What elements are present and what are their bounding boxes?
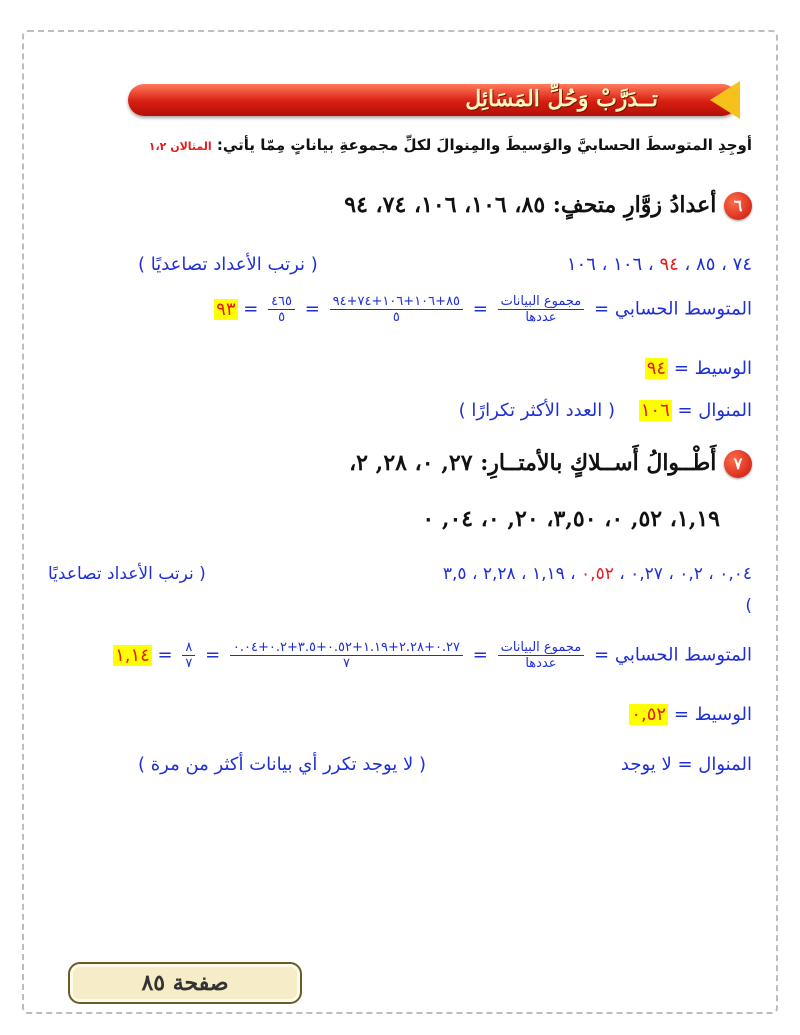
p6-frac-tot-den: ٥ — [278, 310, 286, 325]
p7-sorted-line — [443, 564, 752, 584]
p6-frac-def-num: مجموع البيانات — [498, 294, 585, 310]
problem-7-text-2: ١,١٩، ٥٢, ٠، ٣,٥٠، ٢٠, ٠، ٠٤, ٠ — [422, 506, 720, 532]
page-number-box — [68, 962, 302, 1004]
p7-frac-sum — [230, 640, 463, 671]
p7-mean-line: المتوسط الحسابي = $\frac{\text{مجموع البيانات}}{\text{عددها}}$ = $\frac{٠.٢٧+٢.٢٨+١.١٩+٠.٥٢+٣.٥+٠.٢+٠.٠٤}{٧}$ = $\frac{٨}{٧}$ = ١,١٤ — [115, 640, 752, 671]
p7-sorted-a: ٠,٠٤ ، ٠,٢ ، ٠,٢٧ ، — [613, 564, 752, 584]
p6-sorted-b: ، ١٠٦ ، ١٠٦ — [566, 254, 660, 275]
p6-mode-line — [459, 400, 752, 421]
p6-sorted-mid: ٩٤ — [659, 254, 679, 275]
p7-frac-def — [498, 640, 585, 671]
p6-sorted-note: ( نرتب الأعداد تصاعديًا ) — [138, 254, 318, 275]
p6-median-line — [645, 358, 752, 379]
instruction — [149, 136, 752, 154]
p7-sorted-mid: ٠,٥٢ — [581, 564, 614, 584]
p6-mean-value: ٩٣ — [216, 298, 236, 320]
p6-median-value: ٩٤ — [646, 358, 667, 379]
p7-median-label: الوسيط = — [673, 704, 752, 725]
problem-number-7: ٧ — [724, 450, 752, 478]
problem-7-text-1: أَطْــوالُ أَســلاكٍ بالأمتــارِ: ٢٧, ٠، ٢٨, ٢، — [349, 450, 717, 476]
p6-mode-note: ( العدد الأكثر تكرارًا ) — [458, 400, 615, 421]
p7-median-line — [629, 704, 752, 725]
p6-frac-tot-num: ٤٦٥ — [268, 294, 295, 310]
p6-sorted-line — [567, 254, 752, 275]
problem-6-text: أعدادُ زوَّارِ متحفٍ: ٨٥، ١٠٦، ١٠٦، ٧٤، ٩٤ — [344, 192, 717, 218]
section-banner — [128, 84, 738, 116]
banner-title: تــدَرَّبْ وَحُلِّ المَسَائِل — [465, 86, 658, 112]
p7-mode-note: ( لا يوجد تكرر أي بيانات أكثر من مرة ) — [138, 754, 426, 775]
p6-mean-label: المتوسط الحسابي = — [594, 298, 752, 320]
p7-mean-value: ١,١٤ — [115, 644, 150, 666]
p6-mode-label: المنوال = — [677, 400, 752, 421]
p6-frac-def-den: عددها — [525, 310, 557, 325]
page-number: صفحة ٨٥ — [141, 970, 229, 996]
p7-frac-def-den: عددها — [525, 656, 557, 671]
arrow-icon — [710, 81, 740, 119]
p6-frac-tot — [268, 294, 295, 325]
p6-frac-sum-den: ٥ — [392, 310, 400, 325]
p7-mode-label: المنوال = — [677, 754, 752, 775]
p7-mode-value: لا يوجد — [620, 754, 672, 775]
p7-sorted-note: ( نرتب الأعداد تصاعديًا — [48, 564, 206, 584]
p7-median-value: ٠,٥٢ — [631, 704, 667, 725]
p7-frac-tot-den: ٧ — [185, 656, 193, 671]
p7-frac-def-num: مجموع البيانات — [498, 640, 585, 656]
instruction-ref: المثالان ١،٢ — [148, 140, 212, 153]
problem-6-title — [344, 192, 752, 220]
problem-number-6: ٦ — [724, 192, 752, 220]
p6-mean-line: المتوسط الحسابي = $\frac{\text{مجموع البيانات}}{\text{عددها}}$ = $\frac{٨٥+١٠٦+١٠٦+٧٤+٩٤}{٥}$ = $\frac{٤٦٥}{٥}$ = ٩٣ — [216, 294, 752, 325]
p7-frac-sum-num: ٠.٢٧+٢.٢٨+١.١٩+٠.٥٢+٣.٥+٠.٢+٠.٠٤ — [230, 640, 463, 656]
p6-median-label: الوسيط = — [673, 358, 752, 379]
p7-mean-label: المتوسط الحسابي = — [594, 644, 752, 666]
p6-frac-sum — [330, 294, 463, 325]
p7-frac-tot — [182, 640, 195, 671]
p7-sorted-note-end: ) — [745, 596, 752, 616]
p6-sorted-a: ٧٤ ، ٨٥ ، — [678, 254, 752, 275]
p7-sorted-b: ، ١,١٩ ، ٢,٢٨ ، ٣,٥ — [442, 564, 582, 584]
p7-frac-sum-den: ٧ — [342, 656, 350, 671]
p6-frac-def — [498, 294, 585, 325]
instruction-text: أوجِدِ المتوسطَ الحسابيَّ والوَسيطَ والمِنوالَ لكلِّ مجموعةِ بياناتٍ مِمّا يأتي: — [216, 136, 752, 154]
p6-mode-value: ١٠٦ — [640, 400, 670, 421]
p7-frac-tot-num: ٨ — [182, 640, 195, 656]
p6-frac-sum-num: ٨٥+١٠٦+١٠٦+٧٤+٩٤ — [330, 294, 463, 310]
p7-mode-line — [621, 754, 752, 775]
problem-7-title — [349, 450, 752, 478]
